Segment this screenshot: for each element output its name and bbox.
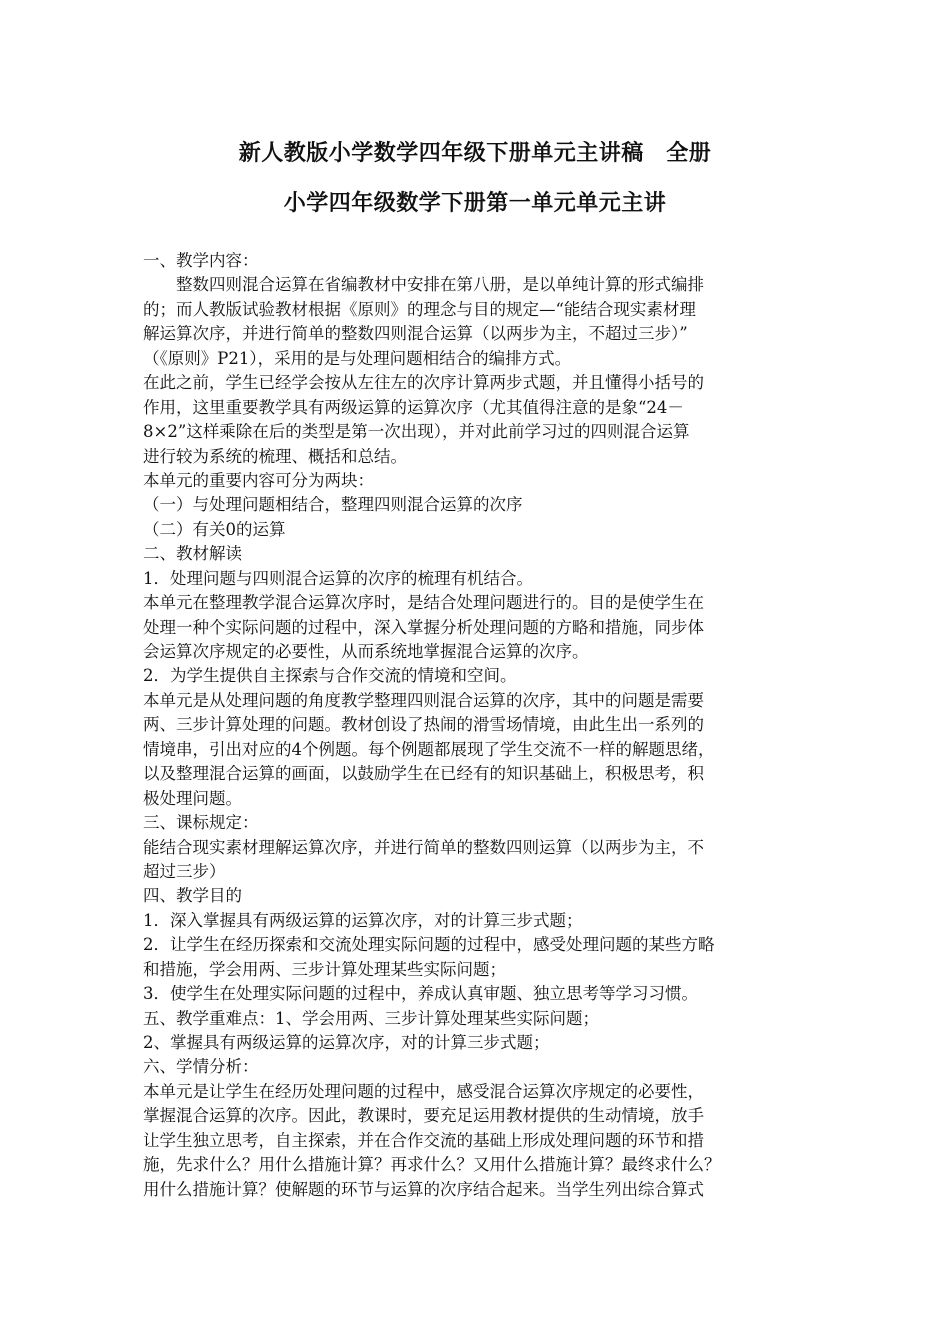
document-title: 新人教版小学数学四年级下册单元主讲稿 全册 [238, 141, 712, 166]
text-line: 处理一种个实际问题的过程中，深入掌握分析处理问题的方略和措施，同步体 [143, 617, 704, 637]
text-line: （《原则》P21），采用的是与处理问题相结合的编排方式。 [143, 348, 572, 368]
text-line: 极处理问题。 [143, 788, 242, 808]
text-line: 五、教学重难点：1、学会用两、三步计算处理某些实际问题； [143, 1008, 599, 1028]
text-line: 一、教学内容： [143, 251, 259, 270]
text-line: 作用，这里重要教学具有两级运算的运算次序（尤其值得注意的是象“24－ [143, 397, 684, 417]
text-line: 情境串，引出对应的4个例题。每个例题都展现了学生交流不一样的解题思绪， [143, 739, 715, 759]
text-line: 本单元在整理教学混合运算次序时，是结合处理问题进行的。目的是使学生在 [143, 593, 704, 613]
text-line: 进行较为系统的梳理、概括和总结。 [143, 446, 407, 466]
text-line: 2．让学生在经历探索和交流处理实际问题的过程中，感受处理问题的某些方略 [143, 935, 715, 955]
document-body [143, 249, 808, 1202]
text-line: 两、三步计算处理的问题。教材创设了热闹的滑雪场情境，由此生出一系列的 [143, 715, 704, 735]
text-line: 超过三步） [143, 861, 226, 881]
text-line: 本单元的重要内容可分为两块： [143, 470, 374, 490]
text-line: 3．使学生在处理实际问题的过程中，养成认真审题、独立思考等学习习惯。 [143, 984, 698, 1004]
text-line: 的；而人教版试验教材根据《原则》的理念与目的规定—“能结合现实素材理 [143, 299, 696, 319]
text-line: 施，先求什么？用什么措施计算？再求什么？又用什么措施计算？最终求什么？ [143, 1155, 721, 1175]
text-line: 六、学情分析： [143, 1057, 259, 1077]
text-line: 能结合现实素材理解运算次序，并进行简单的整数四则运算（以两步为主，不 [143, 837, 704, 857]
text-line: 会运算次序规定的必要性，从而系统地掌握混合运算的次序。 [143, 642, 589, 661]
text-line: 四、教学目的 [143, 886, 242, 906]
text-line: 三、课标规定： [143, 813, 259, 833]
text-line: 用什么措施计算？使解题的环节与运算的次序结合起来。当学生列出综合算式 [143, 1179, 704, 1199]
text-line: 以及整理混合运算的画面，以鼓励学生在已经有的知识基础上，积极思考，积 [143, 764, 704, 784]
text-line: 整数四则混合运算在省编教材中安排在第八册，是以单纯计算的形式编排 [143, 275, 704, 295]
text-line: 本单元是从处理问题的角度教学整理四则混合运算的次序，其中的问题是需要 [143, 690, 704, 710]
text-line: 2、掌握具有两级运算的运算次序，对的计算三步式题； [143, 1033, 550, 1052]
text-line: 8×2”这样乘除在后的类型是第一次出现），并对此前学习过的四则混合运算 [143, 422, 690, 442]
text-line: 二、教材解读 [143, 544, 242, 564]
text-line: 解运算次序，并进行简单的整数四则混合运算（以两步为主，不超过三步）” [143, 324, 688, 344]
text-line: 在此之前，学生已经学会按从左往左的次序计算两步式题，并且懂得小括号的 [143, 373, 704, 393]
text-line: （二）有关0的运算 [143, 519, 286, 539]
text-line: （一）与处理问题相结合，整理四则混合运算的次序 [143, 495, 523, 515]
text-line: 掌握混合运算的次序。因此，教课时，要充足运用教材提供的生动情境，放手 [143, 1106, 704, 1126]
document-subtitle: 小学四年级数学下册第一单元单元主讲 [283, 191, 667, 216]
text-line: 1．深入掌握具有两级运算的运算次序，对的计算三步式题； [143, 910, 583, 930]
text-line: 和措施，学会用两、三步计算处理某些实际问题； [143, 959, 506, 979]
text-line: 让学生独立思考，自主探索，并在合作交流的基础上形成处理问题的环节和措 [143, 1130, 704, 1150]
text-line: 1．处理问题与四则混合运算的次序的梳理有机结合。 [143, 568, 533, 588]
text-line: 本单元是让学生在经历处理问题的过程中，感受混合运算次序规定的必要性， [143, 1081, 704, 1101]
text-line: 2．为学生提供自主探索与合作交流的情境和空间。 [143, 666, 517, 686]
